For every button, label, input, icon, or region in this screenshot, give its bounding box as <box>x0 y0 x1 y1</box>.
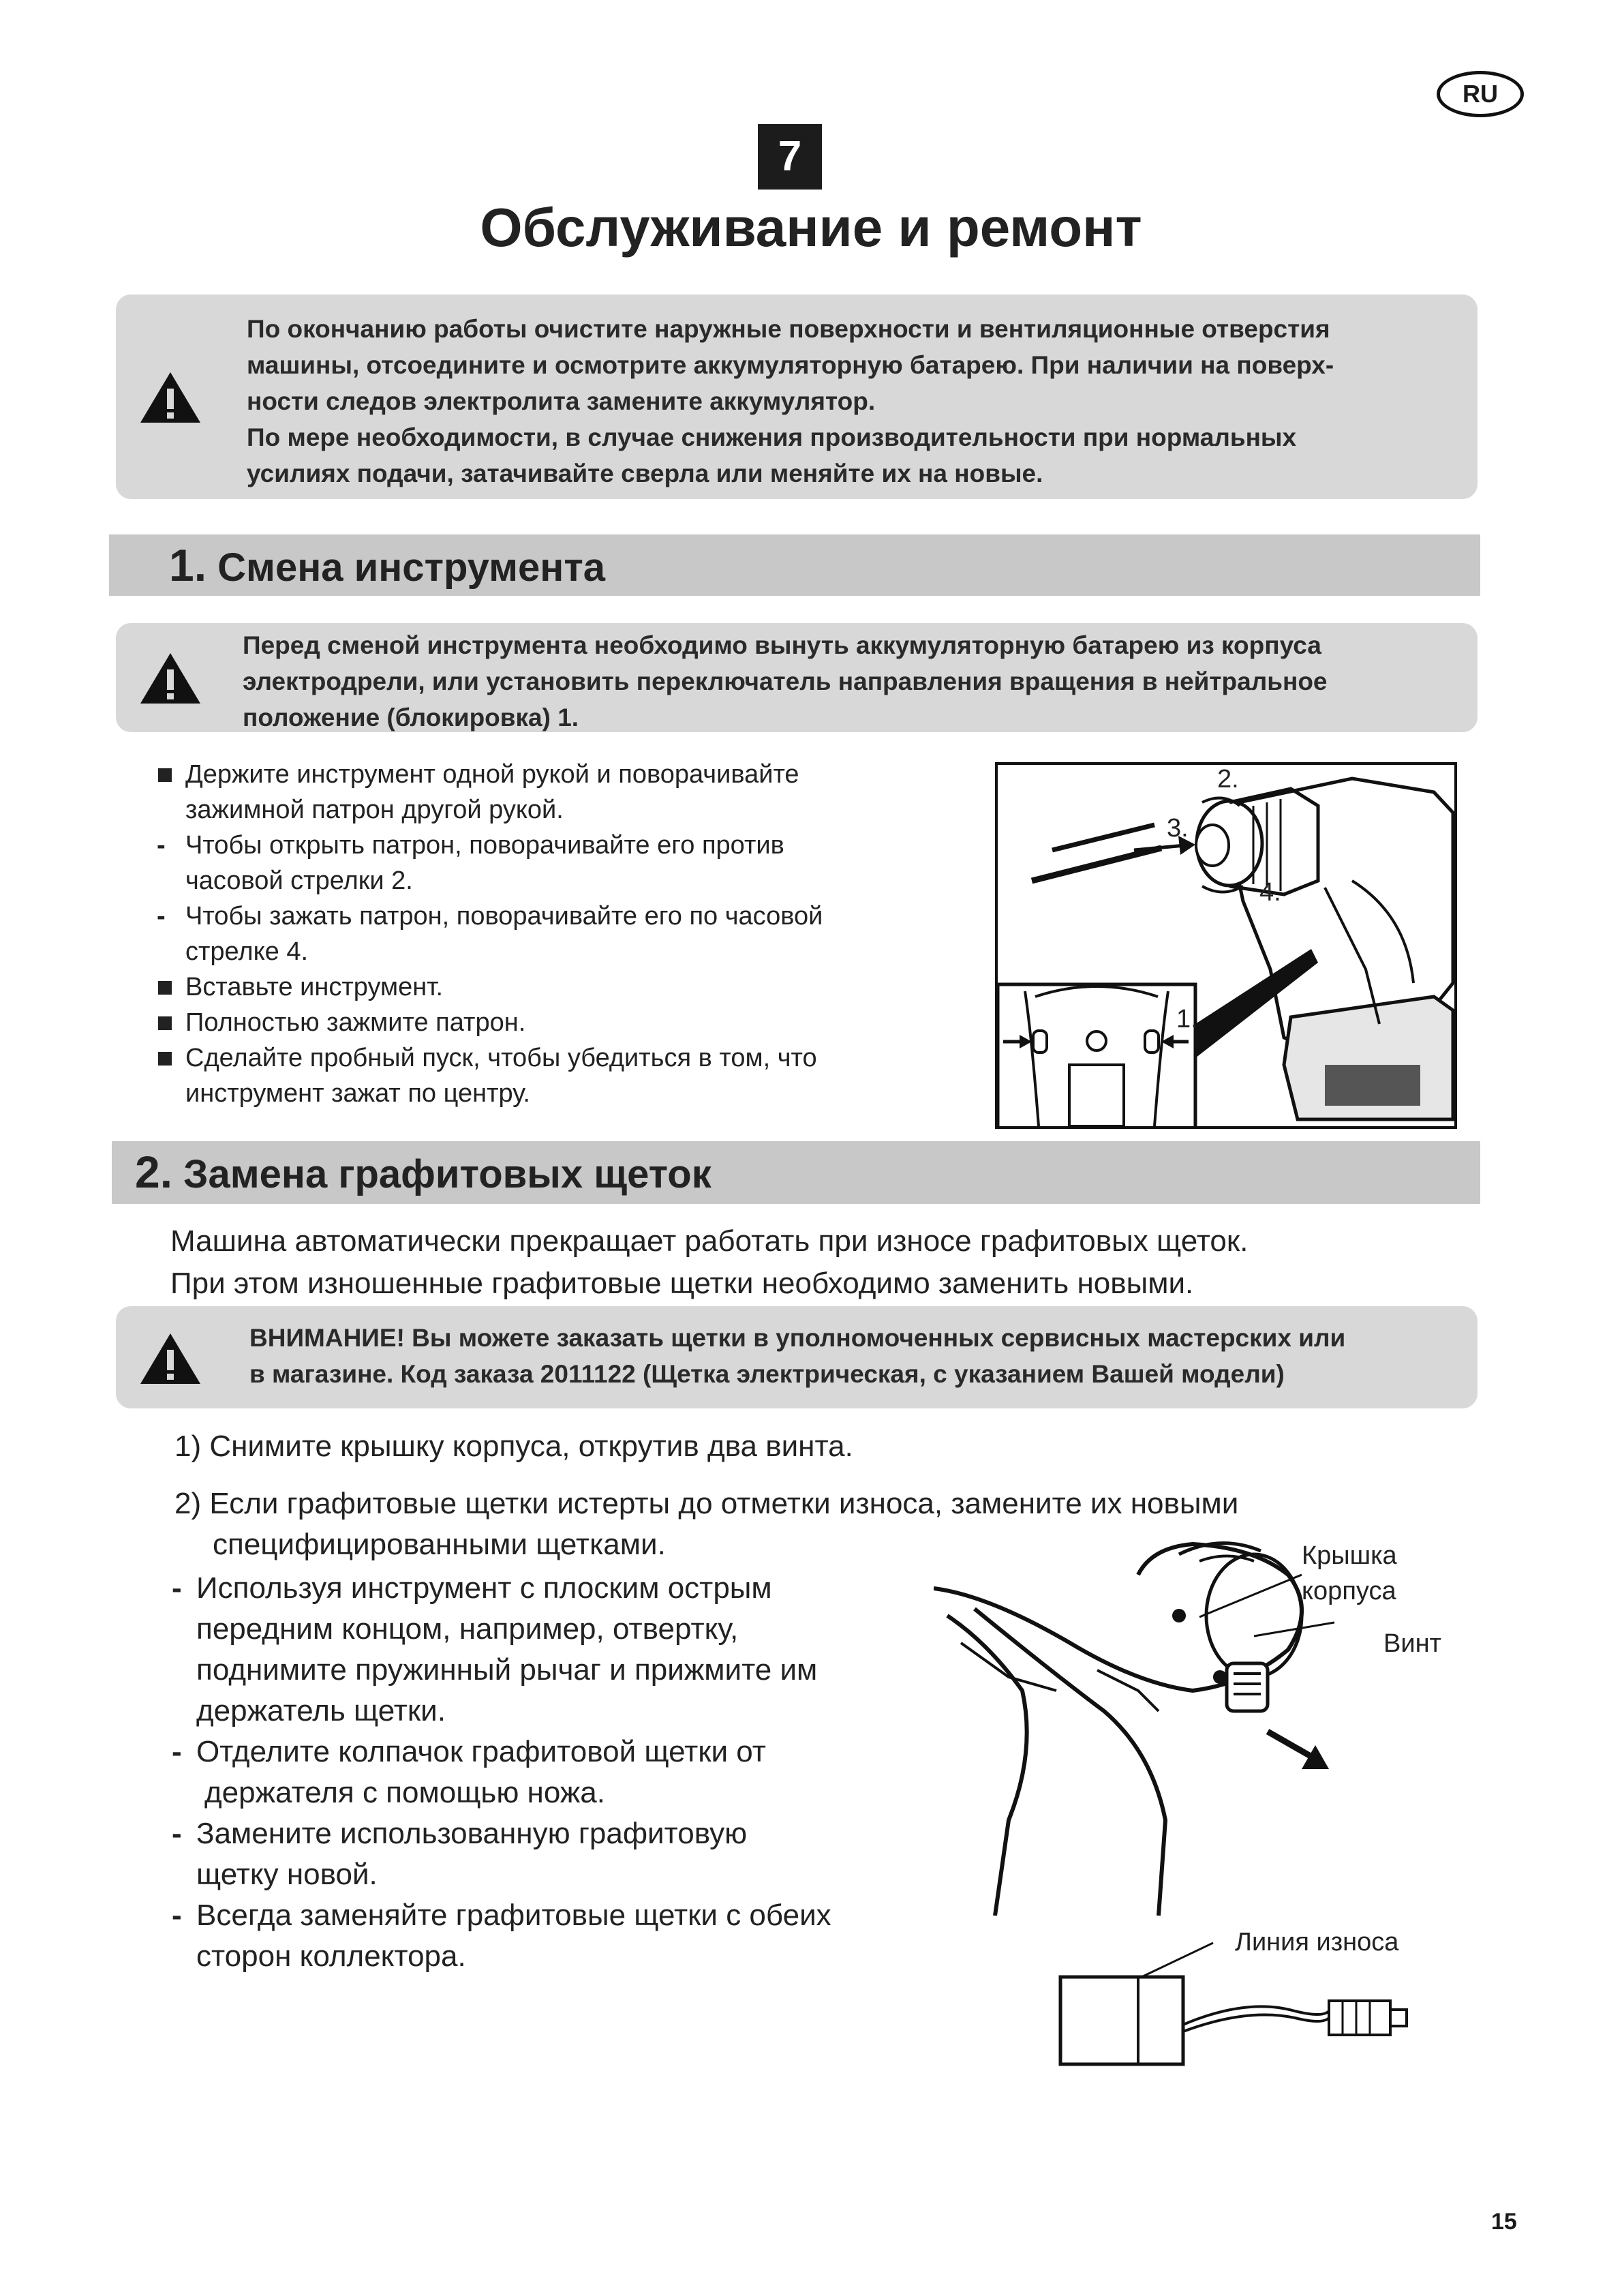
warning-icon <box>138 1329 203 1387</box>
text-line: При этом изношенные графитовые щетки необходимо заменить новыми. <box>170 1267 1194 1300</box>
list-item <box>151 757 969 828</box>
warning-icon <box>138 368 203 425</box>
chapter-number: 7 <box>758 124 822 190</box>
text-line: По мере необходимости, в случае снижения производительности при нормальных <box>247 423 1297 451</box>
text-line: щетку новой. <box>196 1858 378 1891</box>
square-bullet-icon <box>158 981 172 995</box>
drill-chuck-illustration <box>998 765 1454 1126</box>
section-2-number: 2. <box>135 1147 173 1197</box>
brush-cover-figure <box>934 1534 1479 1916</box>
text-line: поднимите пружинный рычаг и прижмите им <box>196 1653 818 1687</box>
drill-housing-illustration <box>934 1534 1479 1916</box>
section-1-warning-text <box>243 627 1456 736</box>
text-line: специфицированными щетками. <box>213 1528 666 1561</box>
list-item <box>151 898 969 969</box>
section-2-warning-box <box>116 1306 1478 1408</box>
square-bullet-icon <box>158 768 172 782</box>
dash-bullet-icon: - <box>172 1899 182 1932</box>
text-line: Полностью зажмите патрон. <box>185 1008 526 1037</box>
language-badge: RU <box>1437 71 1524 117</box>
figure-label-3: 3. <box>1167 814 1189 843</box>
figure-label-4: 4. <box>1259 878 1281 907</box>
text-line: Используя инструмент с плоским острым <box>196 1571 772 1605</box>
text-line: 1) Снимите крышку корпуса, открутив два винта. <box>174 1430 853 1463</box>
list-item <box>151 1005 969 1040</box>
list-item <box>172 1895 921 1977</box>
dash-bullet-icon: - <box>172 1571 182 1605</box>
list-item <box>151 828 969 898</box>
section-2-title <box>135 1141 711 1205</box>
text-line: Держите инструмент одной рукой и поворачивайте <box>185 760 799 789</box>
text-line: сторон коллектора. <box>196 1939 466 1973</box>
section-2-header <box>112 1141 1480 1204</box>
screw-label: Винт <box>1383 1629 1441 1658</box>
text-line: стрелке 4. <box>185 937 309 966</box>
text-line: в магазине. Код заказа 2011122 (Щетка электрическая, с указанием Вашей модели) <box>249 1360 1285 1388</box>
wear-line-label: Линия износа <box>1235 1928 1399 1957</box>
text-line: положение (блокировка) 1. <box>243 704 579 731</box>
text-line: электродрели, или установить переключатель направления вращения в нейтральное <box>243 667 1328 695</box>
section-2-substeps <box>172 1568 921 1977</box>
text-line: ности следов электролита замените аккумулятор. <box>247 387 876 415</box>
text-line: Замените использованную графитовую <box>196 1817 748 1850</box>
brush-wear-figure <box>1056 1922 1465 2072</box>
text-line: часовой стрелки 2. <box>185 866 413 895</box>
figure-label-1: 1. <box>1176 1005 1198 1033</box>
section-1-header <box>109 534 1480 596</box>
dash-bullet-icon: - <box>157 831 166 860</box>
section-2-warning-text <box>249 1320 1463 1392</box>
cover-label: Крышка корпуса <box>1302 1541 1397 1605</box>
list-item <box>172 1813 921 1895</box>
text-line: зажимной патрон другой рукой. <box>185 796 564 824</box>
list-item <box>172 1568 921 1732</box>
dash-bullet-icon: - <box>157 902 166 931</box>
page-number: 15 <box>1491 2209 1517 2235</box>
step-item <box>174 1426 1469 1467</box>
text-line: По окончанию работы очистите наружные поверхности и вентиляционные отверстия <box>247 315 1330 343</box>
text-line: Чтобы зажать патрон, поворачивайте его по часовой <box>185 902 823 931</box>
text-line: усилиях подачи, затачивайте сверла или меняйте их на новые. <box>247 459 1043 487</box>
text-line: держателя с помощью ножа. <box>204 1776 605 1809</box>
warning-icon <box>138 649 203 706</box>
section-2-title-text: Замена графитовых щеток <box>183 1152 711 1196</box>
square-bullet-icon <box>158 1016 172 1030</box>
section-1-instructions <box>151 757 969 1111</box>
chapter-title: Обслуживание и ремонт <box>480 197 1142 258</box>
section-2-intro <box>170 1220 1465 1305</box>
text-line: Чтобы открыть патрон, поворачивайте его против <box>185 831 784 860</box>
figure-label-2: 2. <box>1217 765 1239 794</box>
text-line: ВНИМАНИЕ! Вы можете заказать щетки в уполномоченных сервисных мастерских или <box>249 1324 1346 1352</box>
text-line: Сделайте пробный пуск, чтобы убедиться в том, что <box>185 1044 817 1072</box>
section-1-number: 1. <box>169 540 207 590</box>
list-item <box>151 1040 969 1111</box>
text-line: Машина автоматически прекращает работать при износе графитовых щеток. <box>170 1224 1249 1258</box>
text-line: 2) Если графитовые щетки истерты до отметки износа, замените их новыми <box>174 1487 1239 1520</box>
section-1-title <box>169 534 605 599</box>
text-line: передним концом, например, отвертку, <box>196 1612 739 1646</box>
intro-warning-text <box>247 311 1457 492</box>
text-line: машины, отсоедините и осмотрите аккумуляторную батарею. При наличии на поверх- <box>247 351 1334 379</box>
intro-warning-box <box>116 294 1478 499</box>
list-item <box>172 1732 921 1813</box>
section-1-title-text: Смена инструмента <box>217 545 605 590</box>
list-item <box>151 969 969 1005</box>
text-line: Отделите колпачок графитовой щетки от <box>196 1735 766 1768</box>
dash-bullet-icon: - <box>172 1817 182 1850</box>
dash-bullet-icon: - <box>172 1735 182 1768</box>
text-line: Вставьте инструмент. <box>185 973 444 1001</box>
section-1-warning-box <box>116 623 1478 732</box>
text-line: инструмент зажат по центру. <box>185 1079 530 1108</box>
drill-chuck-figure <box>995 762 1457 1129</box>
square-bullet-icon <box>158 1052 172 1066</box>
text-line: Всегда заменяйте графитовые щетки с обеих <box>196 1899 831 1932</box>
text-line: держатель щетки. <box>196 1694 446 1727</box>
text-line: Перед сменой инструмента необходимо вынуть аккумуляторную батарею из корпуса <box>243 631 1321 659</box>
